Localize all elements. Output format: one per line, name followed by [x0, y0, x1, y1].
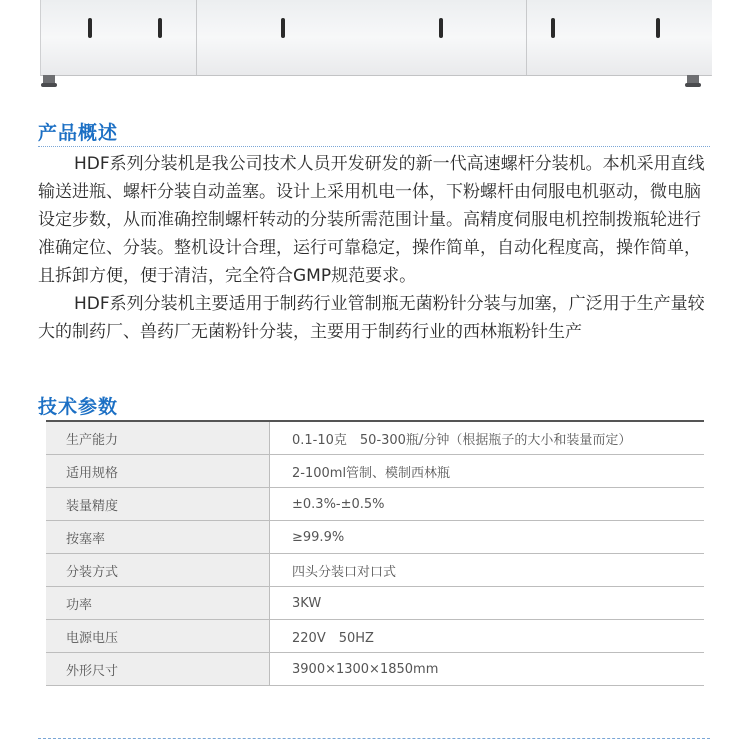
- specs-heading: 技术参数: [38, 396, 119, 418]
- overview-heading-rule: [38, 146, 710, 148]
- table-row: [46, 587, 704, 620]
- spec-label: 适用规格: [46, 455, 270, 488]
- spec-value: 四头分装口对口式: [270, 554, 705, 587]
- spec-label: 装量精度: [46, 488, 270, 521]
- table-row: [46, 620, 704, 653]
- table-row: [46, 521, 704, 554]
- bottom-divider: [38, 738, 710, 739]
- spec-label: 生产能力: [46, 421, 270, 455]
- overview-paragraph: HDF系列分装机是我公司技术人员开发研发的新一代高速螺杆分装机。本机采用直线输送进瓶、螺杆分装自动盖塞。设计上采用机电一体，下粉螺杆由伺服电机驱动，微电脑设定步数，从而准确控制螺杆转动的分装所需范围计量。高精度伺服电机控制拨瓶轮进行准确定位、分装。整机设计合理，运行可靠稳定，操作简单，自动化程度高，操作简单，且拆卸方便，便于清洁，完全符合GMP规范要求。: [38, 154, 705, 286]
- machine-leg: [687, 75, 699, 85]
- machine-slot: [439, 18, 443, 38]
- spec-value: 3900×1300×1850mm: [270, 653, 705, 686]
- spec-value: 220V 50HZ: [270, 620, 705, 653]
- spec-label: 分装方式: [46, 554, 270, 587]
- table-row: [46, 421, 704, 455]
- spec-label: 外形尺寸: [46, 653, 270, 686]
- overview-paragraph: HDF系列分装机主要适用于制药行业管制瓶无菌粉针分装与加塞，广泛用于生产量较大的制药厂、兽药厂无菌粉针分装，主要用于制药行业的西林瓶粉针生产: [38, 294, 705, 342]
- spec-value: 0.1-10克 50-300瓶/分钟（根据瓶子的大小和装量而定）: [270, 421, 705, 455]
- table-row: [46, 455, 704, 488]
- machine-leg: [43, 75, 55, 85]
- spec-value: 2-100ml管制、模制西林瓶: [270, 455, 705, 488]
- machine-slot: [551, 18, 555, 38]
- machine-slot: [158, 18, 162, 38]
- spec-value: 3KW: [270, 587, 705, 620]
- machine-slot: [281, 18, 285, 38]
- machine-panel: [196, 0, 527, 75]
- spec-value: ±0.3%-±0.5%: [270, 488, 705, 521]
- table-row: [46, 488, 704, 521]
- machine-slot: [88, 18, 92, 38]
- overview-heading: 产品概述: [38, 122, 119, 144]
- spec-value: ≥99.9%: [270, 521, 705, 554]
- table-row: [46, 554, 704, 587]
- overview-text: [38, 150, 710, 346]
- spec-table: [46, 420, 704, 686]
- machine-panel: [41, 0, 196, 75]
- table-row: [46, 653, 704, 686]
- spec-label: 电源电压: [46, 620, 270, 653]
- spec-label: 按塞率: [46, 521, 270, 554]
- machine-slot: [656, 18, 660, 38]
- machine-photo: [40, 0, 712, 76]
- spec-label: 功率: [46, 587, 270, 620]
